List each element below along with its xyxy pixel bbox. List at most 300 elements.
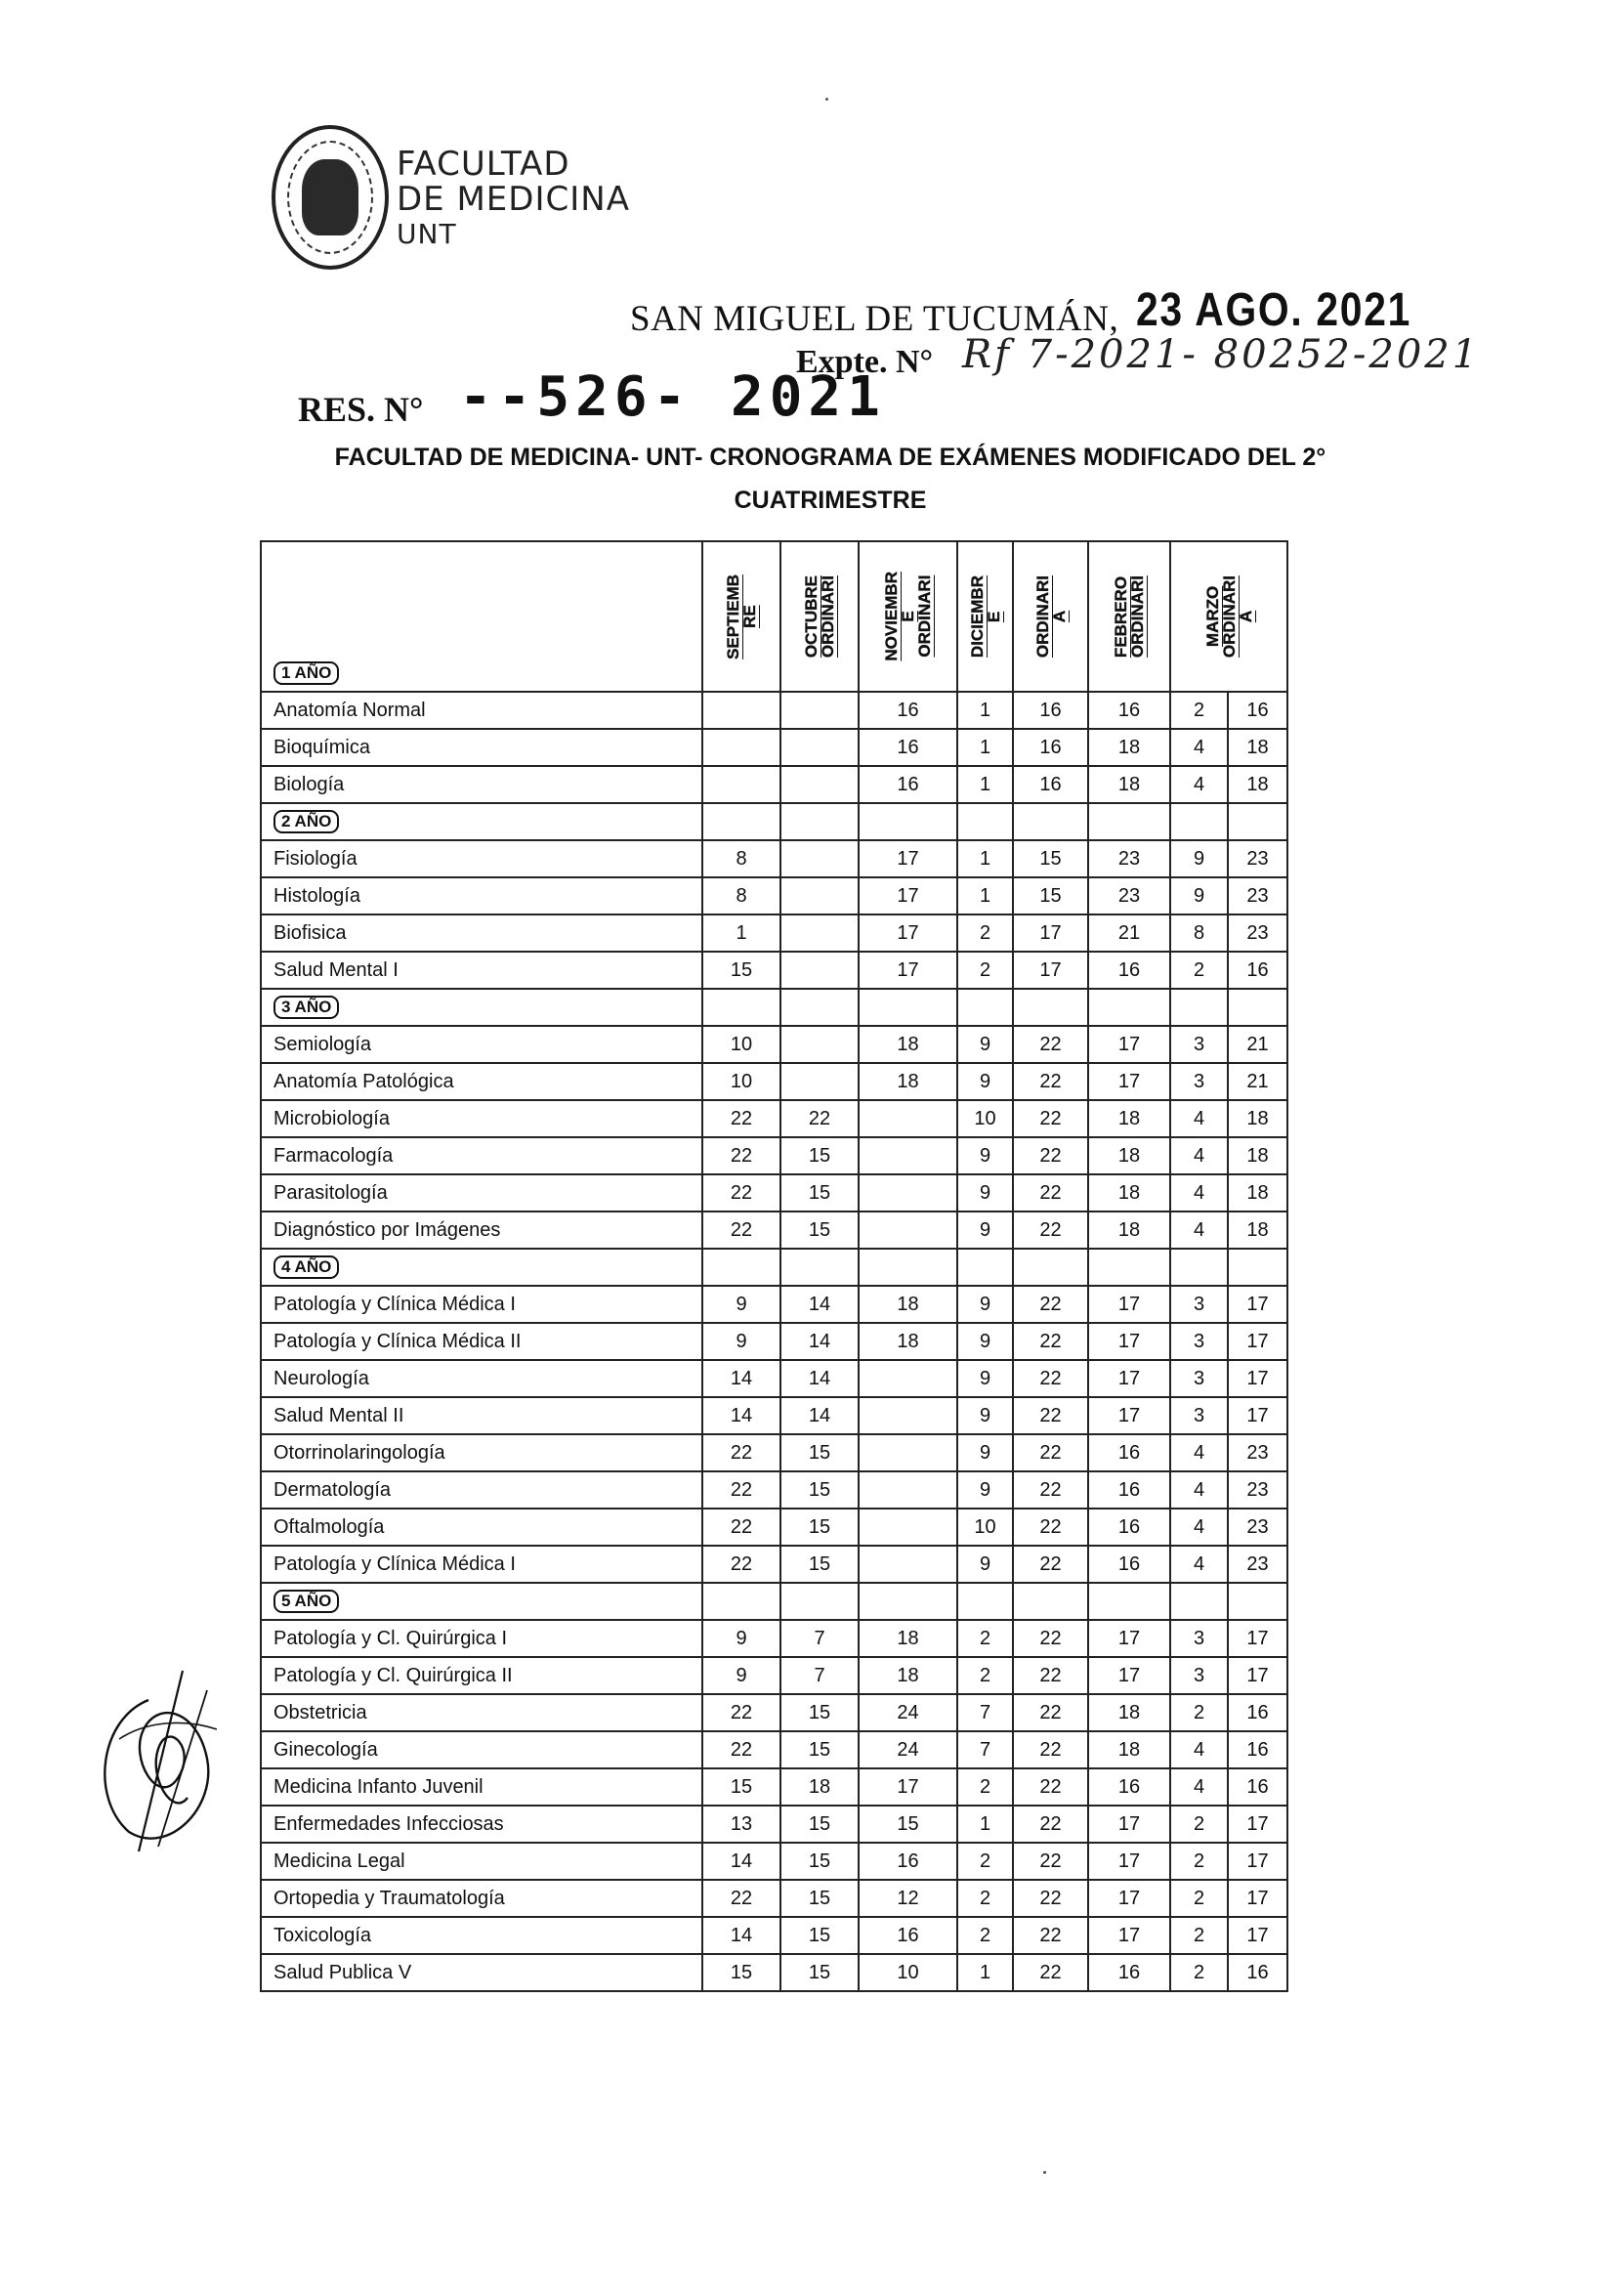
exam-day-cell [780, 692, 859, 729]
header-year-cell [261, 541, 702, 692]
exam-day-cell: 15 [780, 1806, 859, 1843]
exam-day-cell: 3 [1170, 1063, 1228, 1100]
exam-day-cell: 4 [1170, 1768, 1228, 1806]
exam-day-cell: 10 [702, 1063, 780, 1100]
exam-day-cell: 22 [780, 1100, 859, 1137]
month-column-header [702, 541, 780, 692]
empty-cell [859, 1249, 957, 1286]
exam-day-cell: 3 [1170, 1360, 1228, 1397]
empty-cell [859, 1583, 957, 1620]
month-column-header [1088, 541, 1170, 692]
exam-day-cell: 2 [957, 1843, 1013, 1880]
exam-day-cell: 1 [957, 766, 1013, 803]
exam-day-cell: 9 [957, 1026, 1013, 1063]
exam-day-cell: 9 [957, 1397, 1013, 1434]
exam-day-cell: 15 [859, 1806, 957, 1843]
faculty-logo-block [272, 125, 630, 270]
exam-day-cell: 2 [1170, 1806, 1228, 1843]
document-title [293, 436, 1368, 522]
exam-day-cell: 16 [1013, 692, 1088, 729]
exam-day-cell: 14 [702, 1360, 780, 1397]
year-group-cell [261, 1583, 702, 1620]
subject-cell: Parasitología [261, 1174, 702, 1212]
subject-cell: Salud Mental II [261, 1397, 702, 1434]
month-column-label: FEBRERO ORDINARI [1112, 574, 1147, 659]
empty-cell [702, 989, 780, 1026]
year-group-row [261, 1249, 1287, 1286]
subject-cell: Medicina Infanto Juvenil [261, 1768, 702, 1806]
exam-day-cell: 7 [957, 1694, 1013, 1731]
exam-day-cell: 18 [859, 1286, 957, 1323]
subject-cell: Patología y Cl. Quirúrgica II [261, 1657, 702, 1694]
exam-day-cell: 15 [780, 1509, 859, 1546]
exam-day-cell: 4 [1170, 1137, 1228, 1174]
exam-day-cell: 17 [1228, 1323, 1287, 1360]
exam-day-cell: 16 [1013, 729, 1088, 766]
exam-day-cell: 22 [1013, 1806, 1088, 1843]
empty-cell [702, 1249, 780, 1286]
exam-day-cell: 18 [1228, 729, 1287, 766]
table-row [261, 840, 1287, 877]
exam-day-cell: 2 [1170, 692, 1228, 729]
faculty-name [397, 147, 630, 252]
table-row [261, 1026, 1287, 1063]
empty-cell [859, 989, 957, 1026]
exam-day-cell: 22 [1013, 1620, 1088, 1657]
exam-day-cell: 2 [957, 952, 1013, 989]
table-row [261, 952, 1287, 989]
exam-day-cell: 17 [1228, 1397, 1287, 1434]
exam-day-cell: 15 [702, 1768, 780, 1806]
exam-day-cell: 16 [859, 766, 957, 803]
exam-day-cell: 10 [859, 1954, 957, 1991]
exam-day-cell: 15 [1013, 840, 1088, 877]
exam-day-cell: 16 [1088, 692, 1170, 729]
exam-day-cell: 17 [1228, 1917, 1287, 1954]
exam-day-cell: 15 [780, 1954, 859, 1991]
exam-day-cell: 18 [1088, 1100, 1170, 1137]
exam-day-cell: 1 [957, 729, 1013, 766]
empty-cell [780, 1583, 859, 1620]
year-group-row [261, 803, 1287, 840]
faculty-name-line2: DE MEDICINA [397, 180, 630, 219]
exam-day-cell [780, 766, 859, 803]
exam-day-cell: 14 [702, 1397, 780, 1434]
exam-day-cell: 16 [1228, 1731, 1287, 1768]
exam-day-cell: 22 [1013, 1360, 1088, 1397]
exam-day-cell: 22 [1013, 1954, 1088, 1991]
exam-day-cell: 7 [957, 1731, 1013, 1768]
exam-day-cell: 22 [1013, 1286, 1088, 1323]
exam-day-cell: 18 [1088, 1731, 1170, 1768]
title-line1: FACULTAD DE MEDICINA- UNT- CRONOGRAMA DE EXÁMENES MODIFICADO DEL 2° [334, 444, 1326, 471]
exam-day-cell: 22 [702, 1880, 780, 1917]
empty-cell [780, 803, 859, 840]
exam-day-cell: 15 [702, 952, 780, 989]
exam-day-cell: 16 [1228, 692, 1287, 729]
exam-day-cell: 17 [1088, 1063, 1170, 1100]
empty-cell [1170, 1249, 1228, 1286]
table-row [261, 1806, 1287, 1843]
exam-day-cell: 2 [1170, 952, 1228, 989]
city-label: SAN MIGUEL DE TUCUMÁN, [630, 299, 1119, 339]
subject-cell: Biofisica [261, 914, 702, 952]
subject-cell: Anatomía Patológica [261, 1063, 702, 1100]
exam-day-cell: 8 [702, 877, 780, 914]
empty-cell [780, 989, 859, 1026]
month-column-label: SEPTIEMB RE [724, 574, 759, 659]
exam-day-cell [859, 1434, 957, 1471]
exam-day-cell: 2 [957, 914, 1013, 952]
exam-day-cell [702, 766, 780, 803]
subject-cell: Toxicología [261, 1917, 702, 1954]
subject-cell: Histología [261, 877, 702, 914]
empty-cell [1170, 1583, 1228, 1620]
month-column-label: DICIEMBR E [967, 574, 1003, 659]
empty-cell [1013, 1249, 1088, 1286]
subject-cell: Ginecología [261, 1731, 702, 1768]
exam-day-cell: 4 [1170, 1434, 1228, 1471]
scan-speck [825, 98, 828, 101]
exam-day-cell: 4 [1170, 1509, 1228, 1546]
year-group-cell [261, 803, 702, 840]
exam-day-cell: 9 [1170, 840, 1228, 877]
exam-day-cell: 10 [957, 1509, 1013, 1546]
exam-day-cell: 24 [859, 1694, 957, 1731]
exam-day-cell: 15 [1013, 877, 1088, 914]
month-column-header [957, 541, 1013, 692]
exam-day-cell: 17 [1088, 1397, 1170, 1434]
subject-cell: Microbiología [261, 1100, 702, 1137]
exam-day-cell: 3 [1170, 1323, 1228, 1360]
exam-day-cell: 9 [702, 1657, 780, 1694]
table-row [261, 914, 1287, 952]
exam-day-cell: 22 [1013, 1546, 1088, 1583]
table-row [261, 1323, 1287, 1360]
exam-day-cell [780, 840, 859, 877]
empty-cell [1228, 803, 1287, 840]
exam-day-cell: 9 [957, 1063, 1013, 1100]
month-column-label: MARZO ORDINARI A [1202, 574, 1255, 659]
exam-day-cell: 2 [1170, 1917, 1228, 1954]
exam-day-cell: 22 [702, 1100, 780, 1137]
exam-day-cell: 22 [1013, 1843, 1088, 1880]
university-seal-icon [272, 125, 389, 270]
exam-day-cell: 16 [1088, 1546, 1170, 1583]
empty-cell [957, 1583, 1013, 1620]
exam-day-cell: 17 [1013, 914, 1088, 952]
exam-day-cell: 17 [1088, 1657, 1170, 1694]
exam-day-cell: 15 [780, 1917, 859, 1954]
table-row [261, 1657, 1287, 1694]
table-row [261, 1954, 1287, 1991]
exam-day-cell: 15 [780, 1471, 859, 1509]
exam-day-cell: 23 [1088, 840, 1170, 877]
exam-day-cell [859, 1212, 957, 1249]
exam-day-cell: 17 [1088, 1843, 1170, 1880]
exam-day-cell: 9 [957, 1323, 1013, 1360]
exam-day-cell: 4 [1170, 1731, 1228, 1768]
exam-day-cell: 14 [780, 1397, 859, 1434]
exam-day-cell: 15 [780, 1174, 859, 1212]
exam-day-cell: 13 [702, 1806, 780, 1843]
exam-day-cell: 9 [957, 1137, 1013, 1174]
exam-day-cell: 17 [859, 1768, 957, 1806]
table-row [261, 692, 1287, 729]
empty-cell [1013, 803, 1088, 840]
expte-label: Expte. N° [796, 344, 934, 380]
exam-day-cell [859, 1360, 957, 1397]
exam-day-cell: 8 [1170, 914, 1228, 952]
exam-day-cell: 23 [1228, 1434, 1287, 1471]
exam-day-cell: 2 [957, 1620, 1013, 1657]
scan-speck [1043, 2171, 1046, 2174]
empty-cell [780, 1249, 859, 1286]
exam-day-cell: 18 [859, 1657, 957, 1694]
table-row [261, 1063, 1287, 1100]
exam-day-cell: 17 [1013, 952, 1088, 989]
exam-day-cell: 23 [1228, 840, 1287, 877]
exam-day-cell: 8 [702, 840, 780, 877]
exam-day-cell: 22 [1013, 1434, 1088, 1471]
exam-day-cell: 18 [1088, 1694, 1170, 1731]
exam-day-cell: 18 [859, 1620, 957, 1657]
exam-day-cell: 1 [957, 840, 1013, 877]
empty-cell [1088, 803, 1170, 840]
exam-day-cell: 22 [1013, 1212, 1088, 1249]
empty-cell [1088, 1249, 1170, 1286]
exam-day-cell: 22 [702, 1434, 780, 1471]
table-row [261, 1360, 1287, 1397]
exam-day-cell: 14 [780, 1360, 859, 1397]
exam-day-cell: 22 [702, 1137, 780, 1174]
exam-day-cell: 17 [859, 840, 957, 877]
exam-day-cell: 22 [1013, 1063, 1088, 1100]
exam-day-cell [780, 729, 859, 766]
year-group-cell [261, 989, 702, 1026]
year-label: 1 AÑO [274, 661, 339, 685]
exam-day-cell: 17 [1228, 1657, 1287, 1694]
exam-day-cell: 17 [1088, 1026, 1170, 1063]
exam-day-cell: 17 [1228, 1360, 1287, 1397]
month-column-label: ORDINARI A [1032, 574, 1069, 659]
exam-day-cell: 17 [859, 877, 957, 914]
exam-day-cell: 17 [1088, 1323, 1170, 1360]
exam-day-cell: 14 [780, 1323, 859, 1360]
exam-day-cell: 16 [1088, 952, 1170, 989]
exam-day-cell: 22 [1013, 1509, 1088, 1546]
empty-cell [1170, 989, 1228, 1026]
exam-day-cell: 3 [1170, 1286, 1228, 1323]
table-header-row [261, 541, 1287, 692]
exam-day-cell: 2 [1170, 1880, 1228, 1917]
exam-day-cell: 22 [1013, 1880, 1088, 1917]
subject-cell: Biología [261, 766, 702, 803]
exam-day-cell: 2 [957, 1657, 1013, 1694]
exam-day-cell: 17 [1088, 1620, 1170, 1657]
empty-cell [1013, 989, 1088, 1026]
exam-day-cell: 23 [1228, 1546, 1287, 1583]
exam-day-cell [780, 914, 859, 952]
empty-cell [1170, 803, 1228, 840]
subject-cell: Salud Mental I [261, 952, 702, 989]
exam-day-cell: 18 [859, 1026, 957, 1063]
exam-day-cell: 4 [1170, 1212, 1228, 1249]
exam-day-cell: 9 [1170, 877, 1228, 914]
empty-cell [1228, 1583, 1287, 1620]
empty-cell [1228, 1249, 1287, 1286]
table-row [261, 1397, 1287, 1434]
exam-day-cell [859, 1137, 957, 1174]
subject-cell: Medicina Legal [261, 1843, 702, 1880]
handwritten-signature [90, 1661, 236, 1856]
expte-number-handwritten: Rf 7-2021- 80252-2021 [962, 332, 1481, 377]
exam-day-cell: 1 [957, 1806, 1013, 1843]
exam-day-cell: 3 [1170, 1657, 1228, 1694]
exam-day-cell: 4 [1170, 1546, 1228, 1583]
table-row [261, 1434, 1287, 1471]
exam-day-cell [859, 1509, 957, 1546]
exam-day-cell: 22 [1013, 1100, 1088, 1137]
exam-day-cell: 24 [859, 1731, 957, 1768]
empty-cell [1228, 989, 1287, 1026]
exam-day-cell: 16 [1228, 1694, 1287, 1731]
subject-cell: Patología y Cl. Quirúrgica I [261, 1620, 702, 1657]
exam-day-cell: 9 [702, 1323, 780, 1360]
exam-day-cell [780, 1026, 859, 1063]
table-row [261, 1917, 1287, 1954]
exam-day-cell: 18 [1088, 766, 1170, 803]
table-row [261, 1694, 1287, 1731]
exam-day-cell: 2 [957, 1768, 1013, 1806]
exam-day-cell: 16 [1228, 952, 1287, 989]
empty-cell [702, 1583, 780, 1620]
exam-day-cell: 10 [702, 1026, 780, 1063]
exam-day-cell: 17 [1228, 1843, 1287, 1880]
table-row [261, 729, 1287, 766]
table-row [261, 877, 1287, 914]
exam-day-cell: 23 [1228, 1509, 1287, 1546]
exam-day-cell: 22 [1013, 1471, 1088, 1509]
year-group-cell [261, 1249, 702, 1286]
exam-day-cell: 18 [1088, 1137, 1170, 1174]
exam-day-cell [780, 1063, 859, 1100]
exam-day-cell: 9 [702, 1620, 780, 1657]
exam-day-cell [859, 1100, 957, 1137]
exam-day-cell: 18 [780, 1768, 859, 1806]
exam-day-cell: 22 [1013, 1694, 1088, 1731]
month-column-label: NOVIEMBR E ORDINARI [882, 572, 934, 661]
table-row [261, 1768, 1287, 1806]
exam-day-cell: 2 [1170, 1694, 1228, 1731]
exam-day-cell: 17 [1088, 1360, 1170, 1397]
exam-day-cell: 1 [957, 1954, 1013, 1991]
year-label: 5 AÑO [274, 1590, 339, 1613]
empty-cell [957, 803, 1013, 840]
table-row [261, 1212, 1287, 1249]
exam-day-cell: 22 [1013, 1323, 1088, 1360]
exam-day-cell: 15 [780, 1137, 859, 1174]
table-row [261, 766, 1287, 803]
subject-cell: Neurología [261, 1360, 702, 1397]
faculty-name-line1: FACULTAD [397, 145, 570, 184]
subject-cell: Semiología [261, 1026, 702, 1063]
exam-day-cell: 22 [702, 1174, 780, 1212]
exam-day-cell: 2 [1170, 1954, 1228, 1991]
exam-day-cell: 18 [859, 1063, 957, 1100]
exam-day-cell: 16 [1088, 1954, 1170, 1991]
exam-day-cell: 22 [1013, 1917, 1088, 1954]
exam-day-cell: 16 [1228, 1954, 1287, 1991]
exam-day-cell: 21 [1088, 914, 1170, 952]
exam-day-cell: 17 [1088, 1286, 1170, 1323]
exam-day-cell: 18 [1088, 729, 1170, 766]
subject-cell: Salud Publica V [261, 1954, 702, 1991]
exam-day-cell: 16 [1088, 1471, 1170, 1509]
month-column-label: OCTUBRE ORDINARI [802, 574, 837, 659]
exam-day-cell: 17 [1088, 1806, 1170, 1843]
exam-day-cell: 7 [780, 1657, 859, 1694]
table-row [261, 1471, 1287, 1509]
subject-cell: Diagnóstico por Imágenes [261, 1212, 702, 1249]
subject-cell: Patología y Clínica Médica I [261, 1546, 702, 1583]
exam-day-cell: 9 [957, 1212, 1013, 1249]
exam-day-cell: 17 [1228, 1880, 1287, 1917]
exam-day-cell: 4 [1170, 1471, 1228, 1509]
table-row [261, 1286, 1287, 1323]
exam-day-cell: 15 [780, 1434, 859, 1471]
exam-day-cell: 16 [859, 729, 957, 766]
exam-day-cell: 16 [859, 1843, 957, 1880]
exam-day-cell: 15 [780, 1694, 859, 1731]
exam-day-cell: 23 [1228, 877, 1287, 914]
faculty-name-line3: UNT [397, 218, 457, 250]
subject-cell: Patología y Clínica Médica II [261, 1323, 702, 1360]
exam-day-cell: 3 [1170, 1397, 1228, 1434]
year-label: 4 AÑO [274, 1255, 339, 1279]
exam-day-cell: 22 [1013, 1731, 1088, 1768]
exam-day-cell: 17 [1228, 1286, 1287, 1323]
exam-day-cell [859, 1397, 957, 1434]
exam-day-cell: 23 [1228, 914, 1287, 952]
exam-day-cell: 23 [1228, 1471, 1287, 1509]
month-column-header [1170, 541, 1287, 692]
exam-day-cell: 18 [1228, 1137, 1287, 1174]
table-row [261, 1100, 1287, 1137]
exam-day-cell: 9 [957, 1360, 1013, 1397]
empty-cell [859, 803, 957, 840]
exam-day-cell: 9 [957, 1174, 1013, 1212]
exam-day-cell [702, 692, 780, 729]
exam-day-cell: 12 [859, 1880, 957, 1917]
table-row [261, 1843, 1287, 1880]
exam-day-cell: 2 [957, 1917, 1013, 1954]
subject-cell: Dermatología [261, 1471, 702, 1509]
subject-cell: Fisiología [261, 840, 702, 877]
year-label: 3 AÑO [274, 996, 339, 1019]
exam-day-cell: 18 [1088, 1212, 1170, 1249]
exam-day-cell: 22 [702, 1509, 780, 1546]
date-stamp: 23 AGO. 2021 [1136, 284, 1411, 336]
exam-day-cell: 22 [1013, 1026, 1088, 1063]
resolution-label: RES. N° [298, 390, 424, 429]
exam-day-cell [780, 952, 859, 989]
exam-day-cell: 3 [1170, 1026, 1228, 1063]
exam-day-cell: 2 [957, 1880, 1013, 1917]
empty-cell [957, 989, 1013, 1026]
exam-day-cell: 7 [780, 1620, 859, 1657]
table-row [261, 1509, 1287, 1546]
